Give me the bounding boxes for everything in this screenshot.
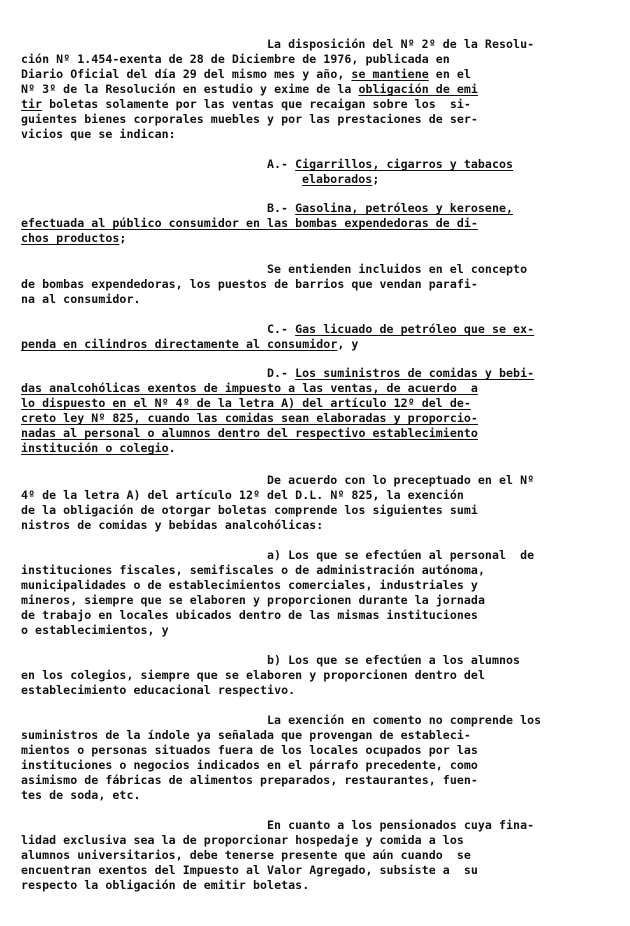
underlined-segment: das analcohólicas exentos de impuesto a las ventas, de acuerdo a [21, 381, 478, 395]
text-segment: suministros de la índole ya señalada que provengan de estableci- [21, 728, 471, 742]
text-line [21, 788, 141, 803]
text-segment: de bombas expendedoras, los puestos de barrios que vendan parafi- [21, 277, 478, 291]
text-segment: D.- [267, 366, 296, 380]
text-segment: De acuerdo con lo preceptuado en el Nº [267, 473, 535, 487]
text-segment: Diario Oficial del día 29 del mismo mes y año, [21, 67, 352, 81]
text-segment: asimismo de fábricas de alimentos preparados, restaurantes, fuen- [21, 773, 478, 787]
text-segment: de trabajo en locales ubicados dentro de las mismas instituciones [21, 608, 478, 622]
text-line [21, 488, 464, 503]
text-segment: C.- [267, 322, 296, 336]
text-line [267, 366, 534, 381]
text-line [21, 231, 126, 246]
text-line [21, 381, 478, 396]
text-line [21, 277, 478, 292]
text-segment: 4º de la letra A) del artículo 12º del D.L. Nº 825, la exención [21, 488, 464, 502]
text-segment: Nº 3º de la Resolución en estudio y exime de la [21, 82, 359, 96]
text-line [267, 713, 541, 728]
text-segment: , y [337, 337, 359, 351]
text-line [21, 623, 169, 638]
text-line [267, 201, 513, 216]
text-line [267, 548, 534, 563]
text-line [21, 52, 450, 67]
text-line [21, 426, 478, 441]
text-line [21, 578, 478, 593]
underlined-segment: obligación de emi [358, 82, 478, 96]
underlined-segment: nadas al personal o alumnos dentro del respectivo establecimiento [21, 426, 478, 440]
text-line [21, 563, 485, 578]
underlined-segment: penda en cilindros directamente al consumidor [21, 337, 338, 351]
text-segment: na al consumidor. [21, 292, 141, 306]
text-line [21, 758, 478, 773]
text-line [21, 67, 471, 82]
text-line [21, 337, 358, 352]
text-line [21, 112, 478, 127]
text-segment: En cuanto a los pensionados cuya fina- [267, 818, 535, 832]
text-line [267, 653, 520, 668]
text-line [267, 157, 513, 172]
text-line [302, 172, 379, 187]
text-segment: municipalidades o de establecimientos comerciales, industriales y [21, 578, 478, 592]
text-line [21, 863, 478, 878]
text-segment: o establecimientos, y [21, 623, 169, 637]
underlined-segment: elaborados [302, 172, 373, 186]
underlined-segment: Gas licuado de petróleo que se ex- [295, 322, 535, 336]
text-segment: Se entienden incluidos en el concepto [267, 262, 528, 276]
text-segment: . [168, 441, 176, 455]
text-line [21, 833, 464, 848]
text-line [21, 97, 471, 112]
text-segment: A.- [267, 157, 296, 171]
underlined-segment: lo dispuesto en el Nº 4º de la letra A) del artículo 12º del de- [21, 396, 471, 410]
text-segment: respecto la obligación de emitir boletas. [21, 878, 310, 892]
underlined-segment: creto ley Nº 825, cuando las comidas sean elaboradas y proporcio- [21, 411, 478, 425]
text-segment: mientos o personas situados fuera de los locales ocupados por las [21, 743, 478, 757]
text-line [21, 292, 141, 307]
text-segment: La exención en comento no comprende los [267, 713, 542, 727]
text-line [21, 396, 471, 411]
text-line [21, 593, 485, 608]
text-segment: lidad exclusiva sea la de proporcionar hospedaje y comida a los [21, 833, 464, 847]
text-line [21, 668, 485, 683]
text-segment: tes de soda, etc. [21, 788, 141, 802]
text-line [21, 683, 295, 698]
text-line [21, 728, 471, 743]
text-line [21, 127, 176, 142]
text-line [21, 608, 478, 623]
text-segment: encuentran exentos del Impuesto al Valor Agregado, subsiste a su [21, 863, 478, 877]
underlined-segment: Gasolina, petróleos y kerosene, [295, 201, 514, 215]
text-segment: en el [428, 67, 471, 81]
text-line [21, 216, 478, 231]
underlined-segment: institución o colegio [21, 441, 169, 455]
text-segment: alumnos universitarios, debe tenerse presente que aún cuando se [21, 848, 471, 862]
text-line [267, 473, 534, 488]
text-line [21, 441, 176, 456]
underlined-segment: Los suministros de comidas y bebi- [295, 366, 535, 380]
text-segment: guientes bienes corporales muebles y por las prestaciones de ser- [21, 112, 478, 126]
text-line [21, 743, 478, 758]
underlined-segment: efectuada al público consumidor en las bombas expendedoras de di- [21, 216, 478, 230]
text-segment: a) Los que se efectúen al personal de [267, 548, 535, 562]
underlined-segment: se mantiene [351, 67, 429, 81]
text-segment: instituciones fiscales, semifiscales o de administración autónoma, [21, 563, 485, 577]
text-segment: boletas solamente por las ventas que recaigan sobre los si- [42, 97, 471, 111]
text-segment: ; [119, 231, 127, 245]
text-line [267, 37, 534, 52]
text-segment: b) Los que se efectúen a los alumnos [267, 653, 521, 667]
text-line [267, 262, 527, 277]
text-segment: ; [372, 172, 380, 186]
text-line [21, 503, 478, 518]
text-segment: de la obligación de otorgar boletas comprende los siguientes sumi [21, 503, 478, 517]
text-segment: ción Nº 1.454-exenta de 28 de Diciembre de 1976, publicada en [21, 52, 450, 66]
text-segment: mineros, siempre que se elaboren y proporcionen durante la jornada [21, 593, 485, 607]
text-line [267, 322, 534, 337]
text-segment: La disposición del Nº 2º de la Resolu- [267, 37, 535, 51]
text-segment: en los colegios, siempre que se elaboren y proporcionen dentro del [21, 668, 485, 682]
text-line [21, 773, 478, 788]
text-segment: vicios que se indican: [21, 127, 176, 141]
underlined-segment: chos productos [21, 231, 120, 245]
text-segment: nistros de comidas y bebidas analcohólicas: [21, 518, 324, 532]
text-segment: B.- [267, 201, 296, 215]
text-segment: establecimiento educacional respectivo. [21, 683, 296, 697]
underlined-segment: Cigarrillos, cigarros y tabacos [295, 157, 514, 171]
text-line [21, 82, 478, 97]
underlined-segment: tir [21, 97, 43, 111]
text-line [21, 518, 323, 533]
text-line [21, 848, 471, 863]
text-segment: instituciones o negocios indicados en el párrafo precedente, como [21, 758, 478, 772]
text-line [21, 878, 309, 893]
text-line [21, 411, 478, 426]
text-line [267, 818, 534, 833]
